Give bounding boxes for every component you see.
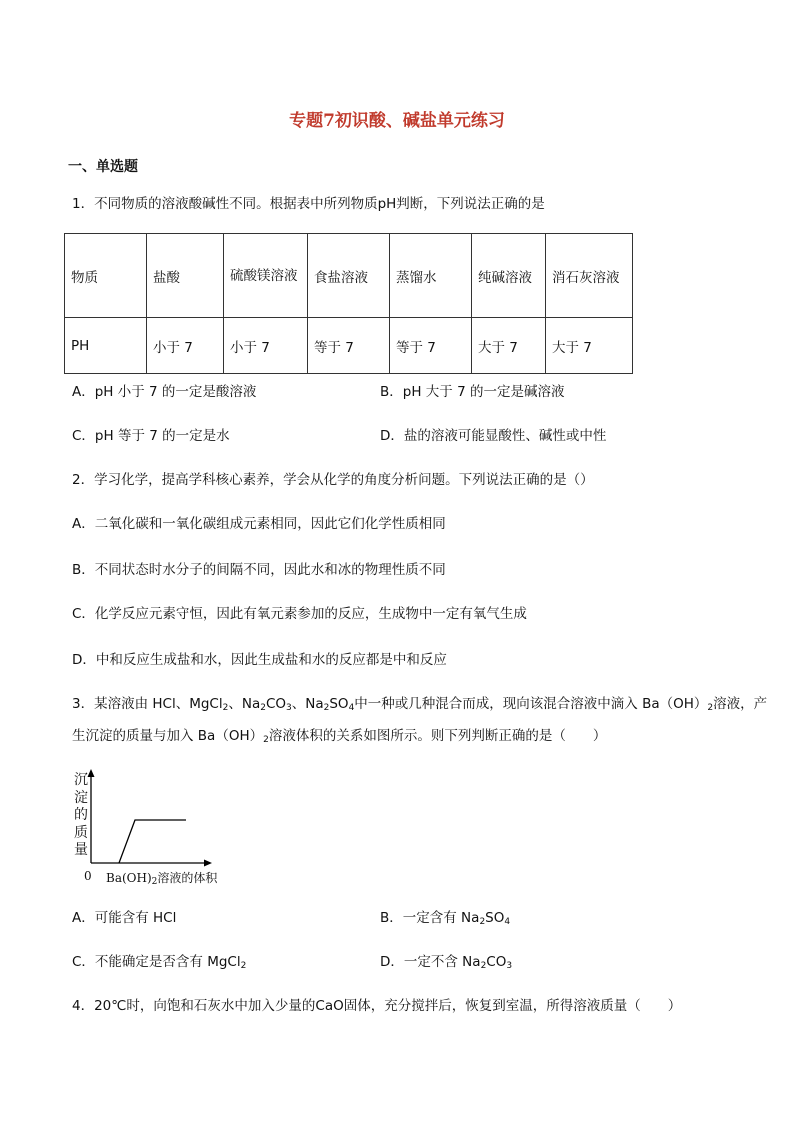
q3-stem-line2: 生沉淀的质量与加入 $Ba(OH)_2$溶液体积的关系如图所示。则下列判断正确的是（ ） xyxy=(72,728,607,745)
q3-option-c: C．不能确定是否含有 MgCl$_2$ xyxy=(72,954,247,971)
q3-option-b: B．一定含有 $Na_2SO_4$ xyxy=(380,910,511,927)
chart-x-label: $Ba(OH)_2$溶液的体积 xyxy=(106,871,218,887)
table-cell: 大于 7 xyxy=(546,318,633,374)
table-cell: 大于 7 xyxy=(472,318,546,374)
q1-option-a: A．pH 小于 7 的一定是酸溶液 xyxy=(72,384,257,400)
table-cell: 等于 7 xyxy=(390,318,472,374)
page-title: 专题7初识酸、碱盐单元练习 xyxy=(289,111,505,131)
q2-option-b: B．不同状态时水分子的间隔不同，因此水和冰的物理性质不同 xyxy=(72,562,446,578)
table-cell: 小于 7 xyxy=(147,318,224,374)
table-row xyxy=(65,318,633,374)
q1-stem: 1．不同物质的溶液酸碱性不同。根据表中所列物质pH判断，下列说法正确的是 xyxy=(72,196,545,212)
q3-stem-line1: 3．某溶液由 HCl、MgCl$_2$、$Na_2CO_3$、$Na_2SO_4$中一种或几种混合而成，现向该混合溶液中滴入 $Ba(OH)_2$溶液，产 xyxy=(72,696,768,713)
q4-stem: 4．20℃时，向饱和石灰水中加入少量的CaO固体，充分搅拌后，恢复到室温，所得溶液质量（ ） xyxy=(72,998,682,1014)
table-cell: PH xyxy=(65,318,147,374)
table-cell: 消石灰溶液 xyxy=(546,234,633,318)
chart-origin-label: 0 xyxy=(84,869,92,883)
table-cell: 纯碱溶液 xyxy=(472,234,546,318)
q2-option-c: C．化学反应元素守恒，因此有氧元素参加的反应，生成物中一定有氧气生成 xyxy=(72,606,527,622)
table-cell: 等于 7 xyxy=(308,318,390,374)
q3-option-a: A．可能含有 HCl xyxy=(72,910,177,926)
chart-y-label: 沉淀的质量 xyxy=(74,772,88,858)
table-row xyxy=(65,234,633,318)
q2-option-a: A．二氧化碳和一氧化碳组成元素相同，因此它们化学性质相同 xyxy=(72,516,446,532)
table-cell: 小于 7 xyxy=(224,318,308,374)
q1-option-c: C．pH 等于 7 的一定是水 xyxy=(72,428,230,444)
q1-option-d: D．盐的溶液可能显酸性、碱性或中性 xyxy=(380,428,607,444)
q1-option-b: B．pH 大于 7 的一定是碱溶液 xyxy=(380,384,565,400)
table-cell: 蒸馏水 xyxy=(390,234,472,318)
section-heading: 一、单选题 xyxy=(68,159,138,175)
q2-option-d: D．中和反应生成盐和水，因此生成盐和水的反应都是中和反应 xyxy=(72,652,447,668)
table-cell: 硫酸镁溶液 xyxy=(224,234,308,318)
ph-table xyxy=(64,233,633,374)
table-cell: 物质 xyxy=(65,234,147,318)
q2-stem: 2．学习化学，提高学科核心素养，学会从化学的角度分析问题。下列说法正确的是（） xyxy=(72,472,594,488)
table-cell: 食盐溶液 xyxy=(308,234,390,318)
q3-option-d: D．一定不含 $Na_2CO_3$ xyxy=(380,954,513,971)
x-axis-arrow xyxy=(204,860,212,867)
precipitate-curve xyxy=(119,820,186,863)
table-cell: 盐酸 xyxy=(147,234,224,318)
